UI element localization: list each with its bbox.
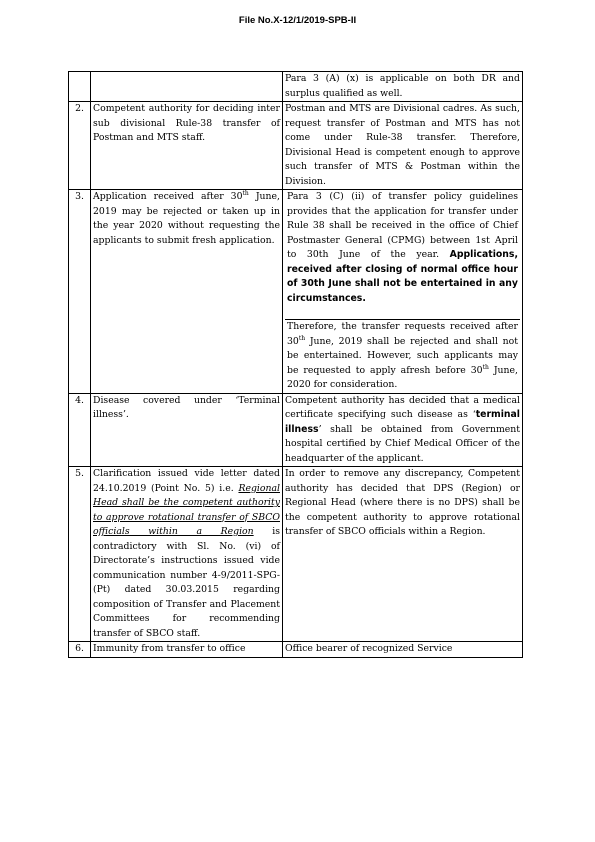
decision-cell: Postman and MTS are Divisional cadres. As such, request transfer of Postman and MTS has not come under Rule-38 transfer. Therefore, Divisional Head is competent enough to approve such transfer of MTS & Postman within the Division. — [283, 102, 523, 190]
file-number: File No.X-12/1/2019-SPB-II — [238, 15, 357, 26]
table-row — [69, 190, 523, 394]
table-row — [69, 102, 523, 190]
serial-number: 3. — [69, 190, 91, 394]
query-cell: Disease covered under ‘Terminal illness’. — [91, 393, 283, 467]
table-row — [69, 467, 523, 642]
serial-number: 5. — [69, 467, 91, 642]
query-cell: Immunity from transfer to office — [91, 642, 283, 658]
query-cell — [91, 72, 283, 102]
table-row — [69, 642, 523, 658]
serial-number — [69, 72, 91, 102]
query-cell: Clarification issued vide letter dated 24.10.2019 (Point No. 5) i.e. Regional Head shall be the competent authority to approve rotational transfer of SBCO officials within a Region is contradictory with Sl. No. (vi) of Directorate’s instructions issued vide communication number 4-9/2011-SPG-(Pt) dated 30.03.2015 regarding composition of Transfer and Placement Committees for recommending transfer of SBCO staff. — [91, 467, 283, 642]
decision-cell: Office bearer of recognized Service — [283, 642, 523, 658]
serial-number: 6. — [69, 642, 91, 658]
decision-cell: Competent authority has decided that a medical certificate specifying such disease as ‘terminal illness’ shall be obtained from Government hospital certified by Chief Medical Officer of the headquarter of the applicant. — [283, 393, 523, 467]
query-cell: Application received after 30th June, 2019 may be rejected or taken up in the year 2020 without requesting the applicants to submit fresh application. — [91, 190, 283, 394]
decision-paragraph: Therefore, the transfer requests received after 30th June, 2019 shall be rejected and shall not be entertained. However, such applicants may be requested to apply afresh before 30th June, 2020 for consideration. — [287, 321, 518, 390]
table-row — [69, 72, 523, 102]
decision-cell: Para 3 (A) (x) is applicable on both DR and surplus qualified as well. — [283, 72, 523, 102]
decision-cell — [283, 190, 523, 394]
decision-cell: In order to remove any discrepancy, Competent authority has decided that DPS (Region) or Regional Head (where there is no DPS) shall be the competent authority to approve rotational transfer of SBCO officials within a Region. — [283, 467, 523, 642]
serial-number: 4. — [69, 393, 91, 467]
query-cell: Competent authority for deciding inter sub divisional Rule-38 transfer of Postman and MTS staff. — [91, 102, 283, 190]
serial-number: 2. — [69, 102, 91, 190]
decision-paragraph: Para 3 (C) (ii) of transfer policy guidelines provides that the application for transfer under Rule 38 shall be received in the office of Chief Postmaster General (CPMG) between 1st April to 30th June of the year. Applications, received after closing of normal office hour of 30th June shall not be entertained in any circumstances. — [285, 190, 520, 320]
clarification-table — [68, 71, 523, 658]
table-row — [69, 393, 523, 467]
